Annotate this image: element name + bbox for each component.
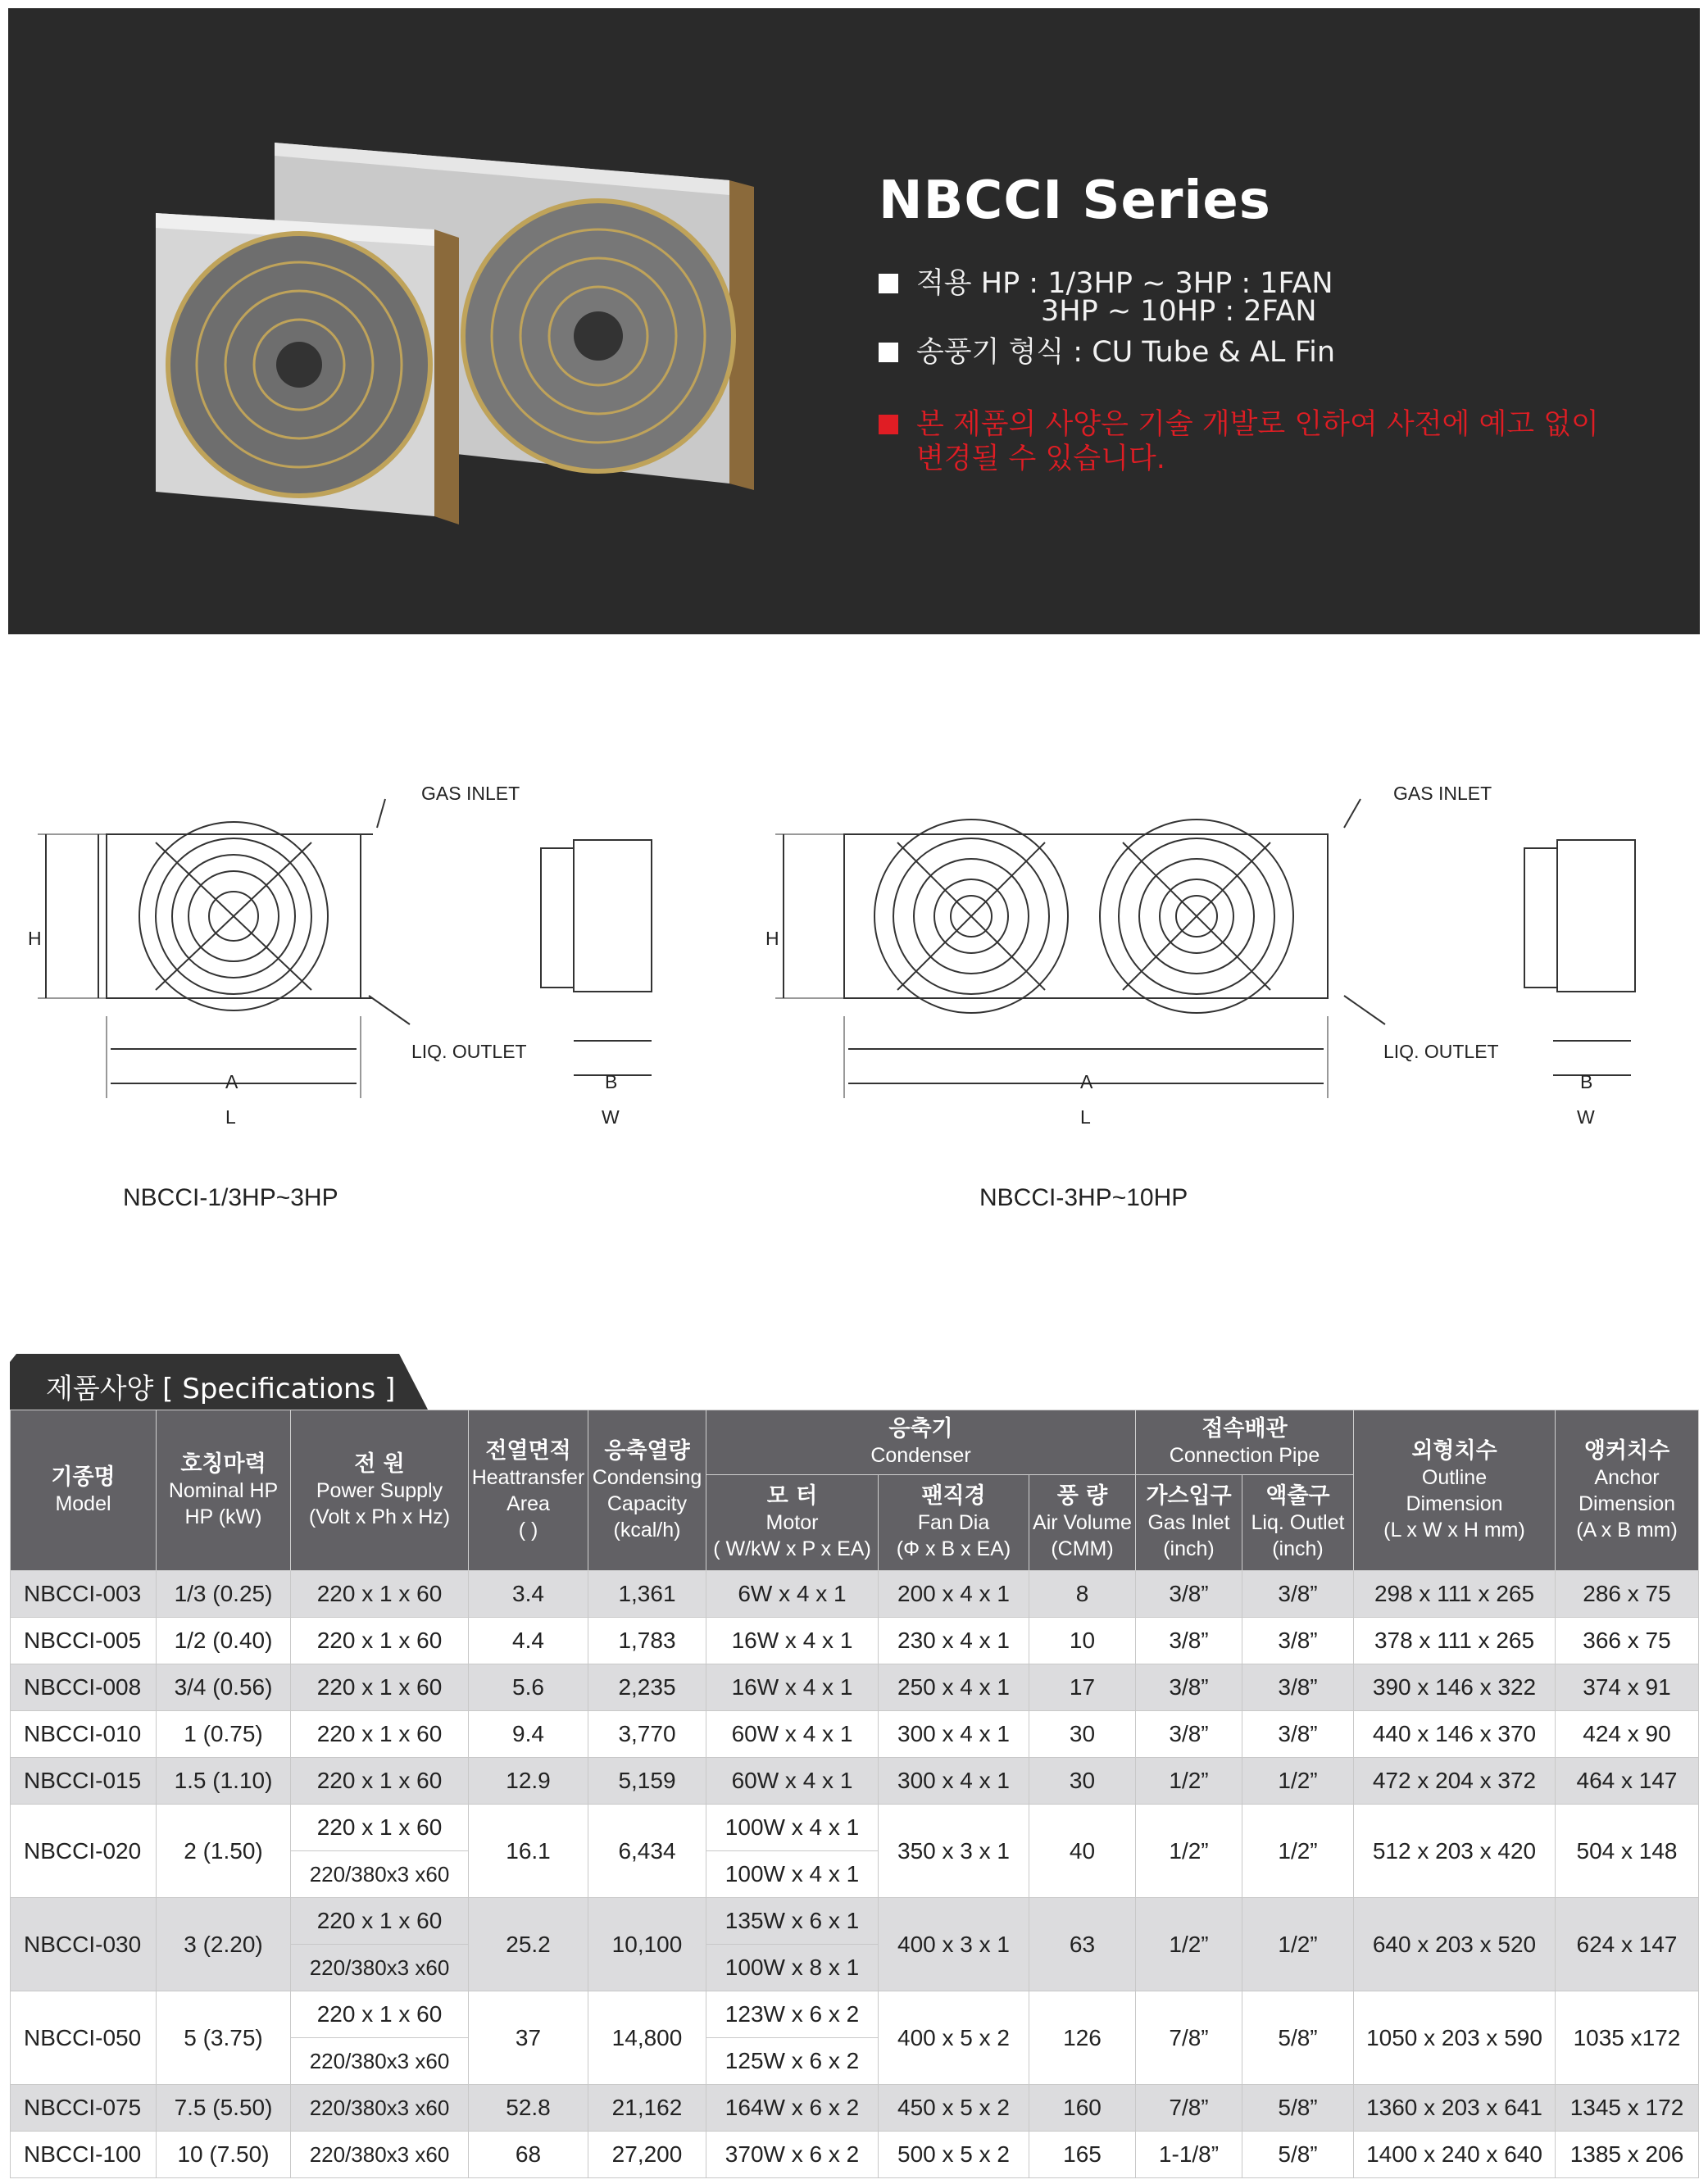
header-pipe: 접속배관 Connection Pipe bbox=[1136, 1410, 1354, 1475]
cell-power: 220 x 1 x 60 bbox=[291, 1758, 469, 1805]
cell-model: NBCCI-050 bbox=[11, 1991, 157, 2085]
a-label-left: A bbox=[225, 1071, 238, 1092]
notice-line2: 변경될 수 있습니다. bbox=[916, 443, 1165, 475]
table-row bbox=[11, 1898, 1699, 1945]
cell-model: NBCCI-100 bbox=[11, 2132, 157, 2178]
cell-fan: 200 x 4 x 1 bbox=[879, 1571, 1029, 1618]
w-label-right: W bbox=[1577, 1106, 1595, 1128]
header-area: 전열면적 Heattransfer Area ( ) bbox=[469, 1410, 588, 1571]
cell-model: NBCCI-010 bbox=[11, 1711, 157, 1758]
cell-motor: 6W x 4 x 1 bbox=[706, 1571, 879, 1618]
cell-anchor: 1385 x 206 bbox=[1556, 2132, 1699, 2178]
cell-liq: 3/8” bbox=[1242, 1711, 1354, 1758]
cell-motor: 164W x 6 x 2 bbox=[706, 2085, 879, 2132]
cell-outline: 1360 x 203 x 641 bbox=[1354, 2085, 1556, 2132]
b-label-left: B bbox=[605, 1071, 618, 1092]
cell-capacity: 10,100 bbox=[588, 1898, 706, 1991]
cell-motor: 100W x 4 x 1 bbox=[706, 1805, 879, 1851]
cell-power: 220 x 1 x 60 bbox=[291, 1711, 469, 1758]
spec-section-title: 제품사양 [ Specifications ] bbox=[46, 1373, 396, 1405]
cell-area: 9.4 bbox=[469, 1711, 588, 1758]
cell-model: NBCCI-075 bbox=[11, 2085, 157, 2132]
cell-area: 4.4 bbox=[469, 1618, 588, 1664]
liq-outlet-label-left: LIQ. OUTLET bbox=[411, 1041, 527, 1062]
cell-area: 25.2 bbox=[469, 1898, 588, 1991]
gas-inlet-label-left: GAS INLET bbox=[421, 783, 520, 804]
header-hp: 호칭마력 Nominal HP HP (kW) bbox=[157, 1410, 291, 1571]
cell-gas: 1/2” bbox=[1136, 1805, 1242, 1898]
cell-air: 165 bbox=[1029, 2132, 1136, 2178]
cell-air: 126 bbox=[1029, 1991, 1136, 2085]
cell-hp: 5 (3.75) bbox=[157, 1991, 291, 2085]
cell-motor: 125W x 6 x 2 bbox=[706, 2038, 879, 2085]
cell-fan: 300 x 4 x 1 bbox=[879, 1711, 1029, 1758]
cell-hp: 3/4 (0.56) bbox=[157, 1664, 291, 1711]
cell-anchor: 464 x 147 bbox=[1556, 1758, 1699, 1805]
header-capacity: 응축열량 Condensing Capacity (kcal/h) bbox=[588, 1410, 706, 1571]
bullet-square-icon bbox=[879, 343, 898, 362]
cell-gas: 3/8” bbox=[1136, 1664, 1242, 1711]
cell-power: 220/380x3 x60 bbox=[291, 1945, 469, 1991]
table-row bbox=[11, 1664, 1699, 1711]
cell-air: 30 bbox=[1029, 1711, 1136, 1758]
notice-line1: 본 제품의 사양은 기술 개발로 인하여 사전에 예고 없이 bbox=[916, 408, 1599, 441]
l-label-right: L bbox=[1080, 1106, 1091, 1128]
cell-outline: 378 x 111 x 265 bbox=[1354, 1618, 1556, 1664]
cell-hp: 1.5 (1.10) bbox=[157, 1758, 291, 1805]
table-row bbox=[11, 2132, 1699, 2178]
header-air: 풍 량 Air Volume (CMM) bbox=[1029, 1475, 1136, 1571]
cell-power: 220 x 1 x 60 bbox=[291, 1898, 469, 1945]
cell-outline: 640 x 203 x 520 bbox=[1354, 1898, 1556, 1991]
h-label-right: H bbox=[765, 928, 779, 949]
cell-capacity: 14,800 bbox=[588, 1991, 706, 2085]
cell-liq: 3/8” bbox=[1242, 1664, 1354, 1711]
cell-fan: 300 x 4 x 1 bbox=[879, 1758, 1029, 1805]
cell-gas: 3/8” bbox=[1136, 1571, 1242, 1618]
cell-gas: 1-1/8” bbox=[1136, 2132, 1242, 2178]
cell-gas: 3/8” bbox=[1136, 1711, 1242, 1758]
cell-gas: 7/8” bbox=[1136, 2085, 1242, 2132]
cell-capacity: 2,235 bbox=[588, 1664, 706, 1711]
cell-area: 3.4 bbox=[469, 1571, 588, 1618]
table-row bbox=[11, 1711, 1699, 1758]
cell-outline: 1400 x 240 x 640 bbox=[1354, 2132, 1556, 2178]
cell-gas: 3/8” bbox=[1136, 1618, 1242, 1664]
cell-hp: 1 (0.75) bbox=[157, 1711, 291, 1758]
cell-motor: 100W x 4 x 1 bbox=[706, 1851, 879, 1898]
cell-liq: 5/8” bbox=[1242, 2085, 1354, 2132]
cell-fan: 250 x 4 x 1 bbox=[879, 1664, 1029, 1711]
cell-hp: 1/2 (0.40) bbox=[157, 1618, 291, 1664]
b-label-right: B bbox=[1580, 1071, 1593, 1092]
cell-power: 220/380x3 x60 bbox=[291, 1851, 469, 1898]
cell-air: 8 bbox=[1029, 1571, 1136, 1618]
cell-fan: 400 x 3 x 1 bbox=[879, 1898, 1029, 1991]
cell-motor: 370W x 6 x 2 bbox=[706, 2132, 879, 2178]
cell-anchor: 1345 x 172 bbox=[1556, 2085, 1699, 2132]
header-outline: 외형치수 Outline Dimension (L x W x H mm) bbox=[1354, 1410, 1556, 1571]
table-row bbox=[11, 1805, 1699, 1851]
spec-table bbox=[10, 1410, 1699, 2178]
cell-gas: 1/2” bbox=[1136, 1898, 1242, 1991]
cell-motor: 16W x 4 x 1 bbox=[706, 1664, 879, 1711]
table-row bbox=[11, 1618, 1699, 1664]
header-power: 전 원 Power Supply (Volt x Ph x Hz) bbox=[291, 1410, 469, 1571]
bullet-square-icon bbox=[879, 415, 898, 434]
cell-gas: 1/2” bbox=[1136, 1758, 1242, 1805]
cell-hp: 3 (2.20) bbox=[157, 1898, 291, 1991]
cell-hp: 10 (7.50) bbox=[157, 2132, 291, 2178]
cell-power: 220 x 1 x 60 bbox=[291, 1618, 469, 1664]
cell-outline: 298 x 111 x 265 bbox=[1354, 1571, 1556, 1618]
cell-model: NBCCI-030 bbox=[11, 1898, 157, 1991]
header-motor: 모 터 Motor ( W/kW x P x EA) bbox=[706, 1475, 879, 1571]
cell-liq: 1/2” bbox=[1242, 1758, 1354, 1805]
cell-liq: 1/2” bbox=[1242, 1898, 1354, 1991]
cell-power: 220/380x3 x60 bbox=[291, 2038, 469, 2085]
cell-anchor: 424 x 90 bbox=[1556, 1711, 1699, 1758]
cell-motor: 123W x 6 x 2 bbox=[706, 1991, 879, 2038]
cell-air: 30 bbox=[1029, 1758, 1136, 1805]
table-row bbox=[11, 2085, 1699, 2132]
header-anchor: 앵커치수 Anchor Dimension (A x B mm) bbox=[1556, 1410, 1699, 1571]
a-label-right: A bbox=[1080, 1071, 1093, 1092]
cell-fan: 350 x 3 x 1 bbox=[879, 1805, 1029, 1898]
cell-outline: 472 x 204 x 372 bbox=[1354, 1758, 1556, 1805]
cell-motor: 60W x 4 x 1 bbox=[706, 1758, 879, 1805]
table-row bbox=[11, 1991, 1699, 2038]
cell-power: 220 x 1 x 60 bbox=[291, 1805, 469, 1851]
cell-hp: 2 (1.50) bbox=[157, 1805, 291, 1898]
cell-air: 10 bbox=[1029, 1618, 1136, 1664]
cell-outline: 512 x 203 x 420 bbox=[1354, 1805, 1556, 1898]
cell-air: 40 bbox=[1029, 1805, 1136, 1898]
cell-gas: 7/8” bbox=[1136, 1991, 1242, 2085]
bullet-square-icon bbox=[879, 274, 898, 293]
cell-anchor: 1035 x172 bbox=[1556, 1991, 1699, 2085]
cell-capacity: 6,434 bbox=[588, 1805, 706, 1898]
header-model: 기종명 Model bbox=[11, 1410, 157, 1571]
cell-capacity: 27,200 bbox=[588, 2132, 706, 2178]
cell-model: NBCCI-015 bbox=[11, 1758, 157, 1805]
cell-model: NBCCI-003 bbox=[11, 1571, 157, 1618]
h-label-left: H bbox=[28, 928, 42, 949]
cell-capacity: 1,783 bbox=[588, 1618, 706, 1664]
cell-motor: 135W x 6 x 1 bbox=[706, 1898, 879, 1945]
w-label-left: W bbox=[602, 1106, 620, 1128]
cell-air: 63 bbox=[1029, 1898, 1136, 1991]
cell-liq: 5/8” bbox=[1242, 2132, 1354, 2178]
cell-power: 220/380x3 x60 bbox=[291, 2085, 469, 2132]
fan-type-text: 송풍기 형식 : CU Tube & AL Fin bbox=[916, 336, 1336, 369]
cell-air: 17 bbox=[1029, 1664, 1136, 1711]
cell-area: 12.9 bbox=[469, 1758, 588, 1805]
caption-left: NBCCI-1/3HP~3HP bbox=[123, 1184, 338, 1211]
cell-anchor: 504 x 148 bbox=[1556, 1805, 1699, 1898]
cell-capacity: 1,361 bbox=[588, 1571, 706, 1618]
cell-motor: 16W x 4 x 1 bbox=[706, 1618, 879, 1664]
cell-area: 52.8 bbox=[469, 2085, 588, 2132]
cell-anchor: 286 x 75 bbox=[1556, 1571, 1699, 1618]
cell-fan: 230 x 4 x 1 bbox=[879, 1618, 1029, 1664]
cell-model: NBCCI-008 bbox=[11, 1664, 157, 1711]
cell-capacity: 21,162 bbox=[588, 2085, 706, 2132]
hp-bullet-line2: 3HP ~ 10HP : 2FAN bbox=[1041, 295, 1317, 328]
cell-motor: 100W x 8 x 1 bbox=[706, 1945, 879, 1991]
cell-area: 68 bbox=[469, 2132, 588, 2178]
fan-type-bullet bbox=[879, 329, 1335, 370]
cell-anchor: 366 x 75 bbox=[1556, 1618, 1699, 1664]
cell-model: NBCCI-005 bbox=[11, 1618, 157, 1664]
cell-fan: 500 x 5 x 2 bbox=[879, 2132, 1029, 2178]
header-gas: 가스입구 Gas Inlet (inch) bbox=[1136, 1475, 1242, 1571]
hp-bullet-line1: 적용 HP : 1/3HP ~ 3HP : 1FAN bbox=[916, 267, 1333, 300]
condenser-product-photo bbox=[139, 123, 877, 697]
cell-power: 220/380x3 x60 bbox=[291, 2132, 469, 2178]
cell-liq: 1/2” bbox=[1242, 1805, 1354, 1898]
l-label-left: L bbox=[225, 1106, 236, 1128]
cell-outline: 1050 x 203 x 590 bbox=[1354, 1991, 1556, 2085]
header-condenser: 응축기 Condenser bbox=[706, 1410, 1136, 1475]
header-fan: 팬직경 Fan Dia (Φ x B x EA) bbox=[879, 1475, 1029, 1571]
cell-power: 220 x 1 x 60 bbox=[291, 1991, 469, 2038]
cell-power: 220 x 1 x 60 bbox=[291, 1664, 469, 1711]
table-row bbox=[11, 1758, 1699, 1805]
header-liq: 액출구 Liq. Outlet (inch) bbox=[1242, 1475, 1354, 1571]
cell-liq: 3/8” bbox=[1242, 1571, 1354, 1618]
cell-liq: 5/8” bbox=[1242, 1991, 1354, 2085]
cell-anchor: 624 x 147 bbox=[1556, 1898, 1699, 1991]
cell-hp: 7.5 (5.50) bbox=[157, 2085, 291, 2132]
liq-outlet-label-right: LIQ. OUTLET bbox=[1383, 1041, 1499, 1062]
cell-area: 37 bbox=[469, 1991, 588, 2085]
cell-fan: 400 x 5 x 2 bbox=[879, 1991, 1029, 2085]
cell-area: 16.1 bbox=[469, 1805, 588, 1898]
caption-right: NBCCI-3HP~10HP bbox=[979, 1184, 1188, 1211]
cell-outline: 390 x 146 x 322 bbox=[1354, 1664, 1556, 1711]
gas-inlet-label-right: GAS INLET bbox=[1393, 783, 1492, 804]
cell-hp: 1/3 (0.25) bbox=[157, 1571, 291, 1618]
table-row bbox=[11, 1571, 1699, 1618]
cell-area: 5.6 bbox=[469, 1664, 588, 1711]
hero-banner bbox=[8, 8, 1700, 634]
cell-liq: 3/8” bbox=[1242, 1618, 1354, 1664]
cell-air: 160 bbox=[1029, 2085, 1136, 2132]
cell-fan: 450 x 5 x 2 bbox=[879, 2085, 1029, 2132]
cell-capacity: 5,159 bbox=[588, 1758, 706, 1805]
cell-outline: 440 x 146 x 370 bbox=[1354, 1711, 1556, 1758]
cell-anchor: 374 x 91 bbox=[1556, 1664, 1699, 1711]
series-title: NBCCI Series bbox=[879, 170, 1271, 231]
cell-capacity: 3,770 bbox=[588, 1711, 706, 1758]
cell-power: 220 x 1 x 60 bbox=[291, 1571, 469, 1618]
cell-model: NBCCI-020 bbox=[11, 1805, 157, 1898]
cell-motor: 60W x 4 x 1 bbox=[706, 1711, 879, 1758]
